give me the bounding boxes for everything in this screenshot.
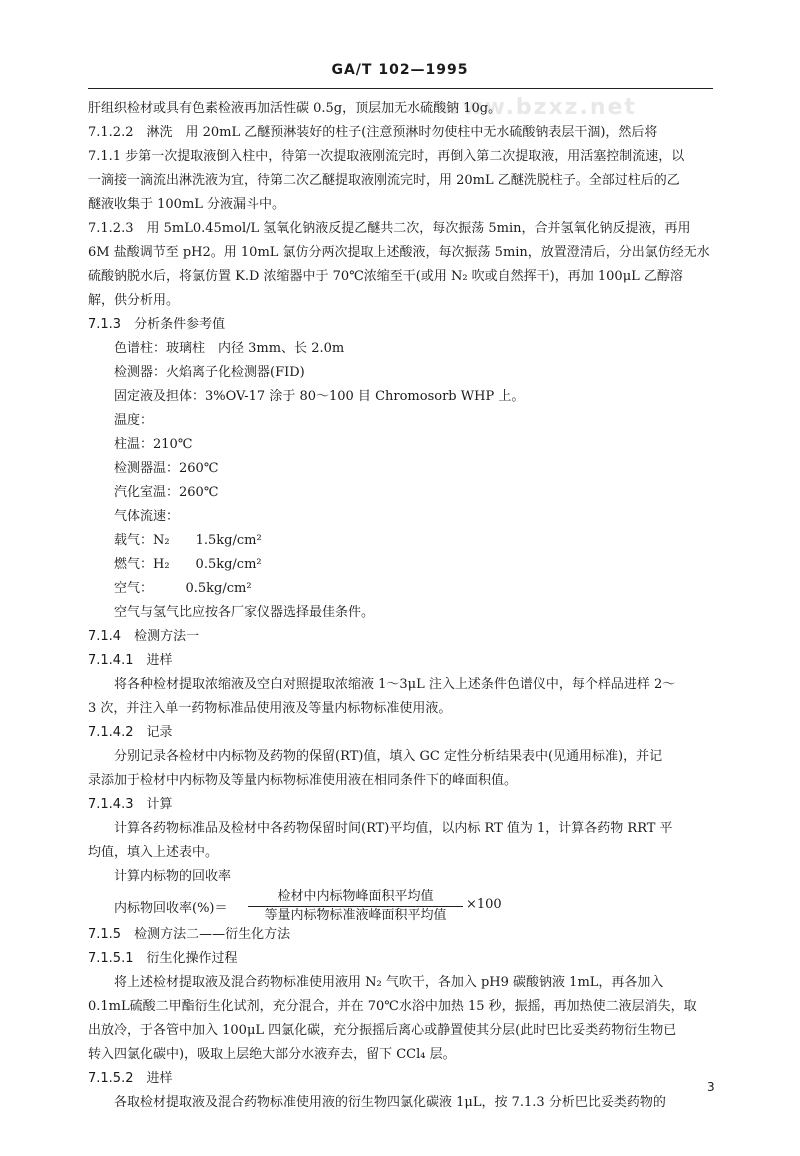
text-line: 肝组织检材或具有色素检液再加活性碳 0.5g，顶层加无水硫酸钠 10g。: [88, 101, 502, 116]
text-line: 空气： 0.5kg/cm²: [88, 581, 252, 596]
text-line: 各取检材提取液及混合药物标准使用液的衍生物四氯化碳液 1μL，按 7.1.3 分析巴比妥类药物的: [88, 1095, 666, 1110]
text-line: 3 次，并注入单一药物标准品使用液及等量内标物标准使用液。: [88, 701, 452, 716]
body-text: [88, 97, 716, 1115]
formula-denominator: 等量内标物标准液峰面积平均值: [264, 908, 447, 923]
watermark: www.bzxz.net: [440, 95, 637, 120]
text-line: 色谱柱：玻璃柱 内径 3mm、长 2.0m: [88, 341, 345, 356]
section-heading: 7.1.5.2 进样: [88, 1071, 173, 1086]
section-heading: 7.1.5.1 衍生化操作过程: [88, 951, 238, 966]
text-line: 7.1.2.3 用 5mL0.45mol/L 氢氧化钠液反提乙醚共二次，每次振荡 5min，合并氢氧化钠反提液，再用: [88, 221, 691, 236]
text-line: 温度：: [88, 413, 154, 428]
text-line: 6M 盐酸调节至 pH2。用 10mL 氯仿分两次提取上述酸液，每次振荡 5min，放置澄清后，分出氯仿经无水: [88, 245, 710, 260]
text-line: 7.1.2.2 淋洗 用 20mL 乙醚预淋装好的柱子(注意预淋时勿使柱中无水硫酸钠表层干涸)，然后将: [88, 125, 658, 140]
fraction-bar: [248, 906, 463, 907]
section-heading: 7.1.4 检测方法一: [88, 629, 200, 644]
text-line: 出放冷，于各管中加入 100μL 四氯化碳，充分振摇后离心或静置使其分层(此时巴比妥类药物衍生物已: [88, 1023, 677, 1038]
section-heading: 7.1.4.1 进样: [88, 653, 173, 668]
text-line: 均值，填入上述表中。: [88, 845, 219, 860]
formula-lhs: 内标物回收率(%)＝: [88, 901, 228, 916]
text-line: 计算内标物的回收率: [88, 869, 232, 884]
text-line: 计算各药物标准品及检材中各药物保留时间(RT)平均值，以内标 RT 值为 1，计算各药物 RRT 平: [88, 821, 673, 836]
text-line: 空气与氢气比应按各厂家仪器选择最佳条件。: [88, 605, 375, 620]
text-line: 醚液收集于 100mL 分液漏斗中。: [88, 197, 286, 212]
recovery-formula: [88, 889, 716, 923]
header-rule: [88, 88, 713, 89]
section-heading: 7.1.4.3 计算: [88, 797, 173, 812]
section-heading: 7.1.3 分析条件参考值: [88, 317, 226, 332]
text-line: 检测器：火焰离子化检测器(FID): [88, 365, 305, 380]
text-line: 7.1.1 步第一次提取液倒入柱中，待第一次提取液刚流完时，再倒入第二次提取液，用活塞控制流速，以: [88, 149, 685, 164]
text-line: 0.1mL硫酸二甲酯衍生化试剂，充分混合，并在 70℃水浴中加热 15 秒，振摇，再加热使二液层消失，取: [88, 999, 697, 1014]
section-heading: 7.1.4.2 记录: [88, 725, 173, 740]
text-line: 录添加于检材中内标物及等量内标物标准使用液在相同条件下的峰面积值。: [88, 773, 518, 788]
text-line: 检测器温：260℃: [88, 461, 219, 476]
text-line: 转入四氯化碳中)，吸取上层绝大部分水液弃去，留下 CCl₄ 层。: [88, 1047, 456, 1062]
text-line: 硫酸钠脱水后，将氯仿置 K.D 浓缩器中于 70℃浓缩至干(或用 N₂ 吹或自然挥干)，再加 100μL 乙醇溶: [88, 269, 683, 284]
formula-fraction: [248, 889, 463, 924]
section-heading: 7.1.5 检测方法二——衍生化方法: [88, 927, 291, 942]
standard-number-header: GA/T 102—1995: [331, 62, 469, 78]
text-line: 固定液及担体：3%OV-17 涂于 80～100 目 Chromosorb WHP 上。: [88, 389, 525, 404]
text-line: 燃气：H₂ 0.5kg/cm²: [88, 557, 262, 572]
text-line: 柱温：210℃: [88, 437, 193, 452]
text-line: 将上述检材提取液及混合药物标准使用液用 N₂ 气吹干，各加入 pH9 碳酸钠液 1mL，再各加入: [88, 975, 664, 990]
page-number: 3: [707, 1080, 715, 1094]
text-line: 汽化室温：260℃: [88, 485, 219, 500]
text-line: 分别记录各检材中内标物及药物的保留(RT)值，填入 GC 定性分析结果表中(见通用标准)，并记: [88, 749, 663, 764]
text-line: 气体流速：: [88, 509, 180, 524]
text-line: 解，供分析用。: [88, 293, 180, 308]
text-line: 将各种检材提取浓缩液及空白对照提取浓缩液 1～3μL 注入上述条件色谱仪中，每个样品进样 2～: [88, 677, 676, 692]
text-line: 一滴接一滴流出淋洗液为宜，待第二次乙醚提取液刚流完时，用 20mL 乙醚洗脱柱子。全部过柱后的乙: [88, 173, 680, 188]
formula-numerator: 检材中内标物峰面积平均值: [277, 889, 434, 904]
formula-multiplier: ×100: [466, 897, 502, 912]
text-line: 载气：N₂ 1.5kg/cm²: [88, 533, 262, 548]
